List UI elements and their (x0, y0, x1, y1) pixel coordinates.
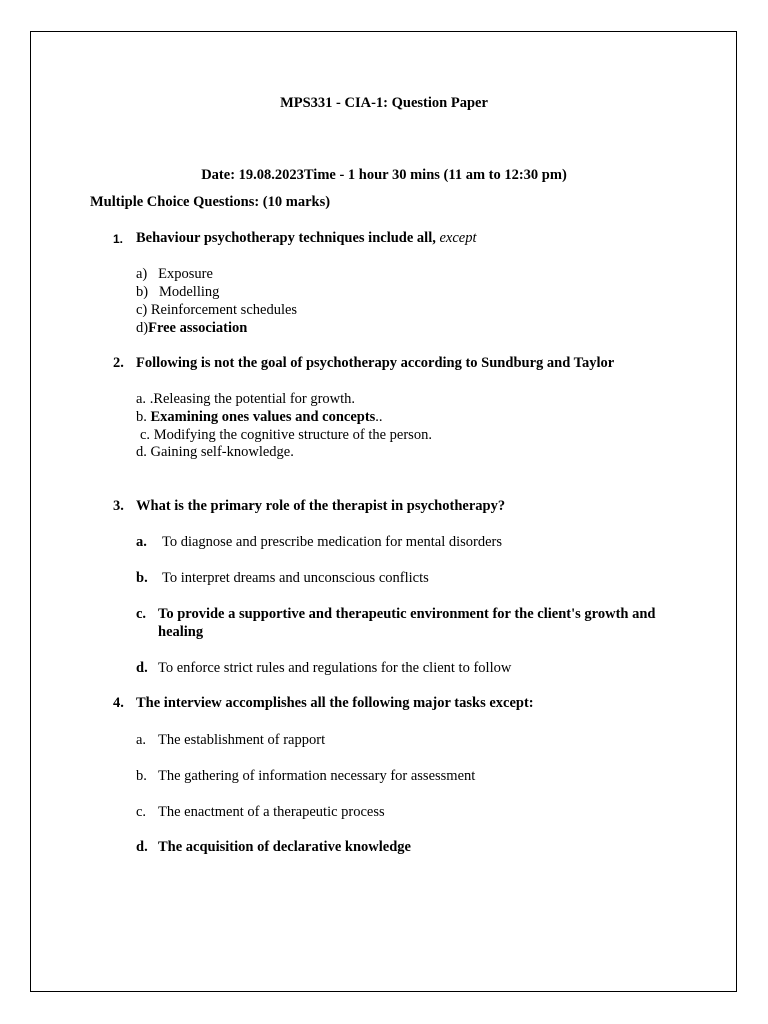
question-text: Following is not the goal of psychotherapy according to Sundburg and Taylor (136, 355, 615, 371)
option-b: b) Modelling (136, 284, 220, 300)
option-d-text: The acquisition of declarative knowledge (158, 839, 411, 855)
section-heading: Multiple Choice Questions: (10 marks) (90, 194, 331, 210)
option-c-label: c. (136, 606, 147, 622)
paper-title: MPS331 - CIA-1: Question Paper (280, 95, 488, 111)
option-a-text: To diagnose and prescribe medication for mental disorders (162, 534, 503, 550)
question-number: 4. (113, 695, 124, 711)
option-c: c) Reinforcement schedules (136, 302, 298, 318)
question-text: What is the primary role of the therapist in psychotherapy? (136, 498, 506, 514)
option-b-text: The gathering of information necessary for assessment (158, 768, 476, 784)
question-number: 1. (113, 232, 124, 246)
option-c-text-line1: To provide a supportive and therapeutic environment for the client's growth and (158, 606, 656, 622)
option-a: a. .Releasing the potential for growth. (136, 391, 356, 407)
option-b-text: To interpret dreams and unconscious conflicts (162, 570, 429, 586)
option-a: a) Exposure (136, 266, 213, 282)
option-a-label: a. (136, 534, 147, 550)
option-d-text: To enforce strict rules and regulations for the client to follow (158, 660, 512, 676)
question-number: 2. (113, 355, 124, 371)
option-d-label: d. (136, 660, 148, 676)
date-time-line: Date: 19.08.2023Time - 1 hour 30 mins (11 am to 12:30 pm) (201, 167, 567, 183)
option-d-answer: d)Free association (136, 320, 248, 336)
option-b-answer: b. Examining ones values and concepts.. (136, 409, 383, 425)
option-c-text: The enactment of a therapeutic process (158, 804, 385, 820)
option-d: d. Gaining self-knowledge. (136, 444, 294, 460)
question-number: 3. (113, 498, 124, 514)
question-text: The interview accomplishes all the following major tasks except: (136, 695, 534, 711)
option-c-label: c. (136, 804, 147, 820)
option-b-label: b. (136, 570, 148, 586)
option-a-text: The establishment of rapport (158, 732, 326, 748)
question-text: Behaviour psychotherapy techniques include all, except (136, 230, 477, 246)
option-c: c. Modifying the cognitive structure of the person. (140, 427, 432, 443)
option-a-label: a. (136, 732, 147, 748)
option-c-text-line2: healing (158, 624, 204, 640)
option-b-label: b. (136, 768, 147, 784)
option-d-label: d. (136, 839, 148, 855)
